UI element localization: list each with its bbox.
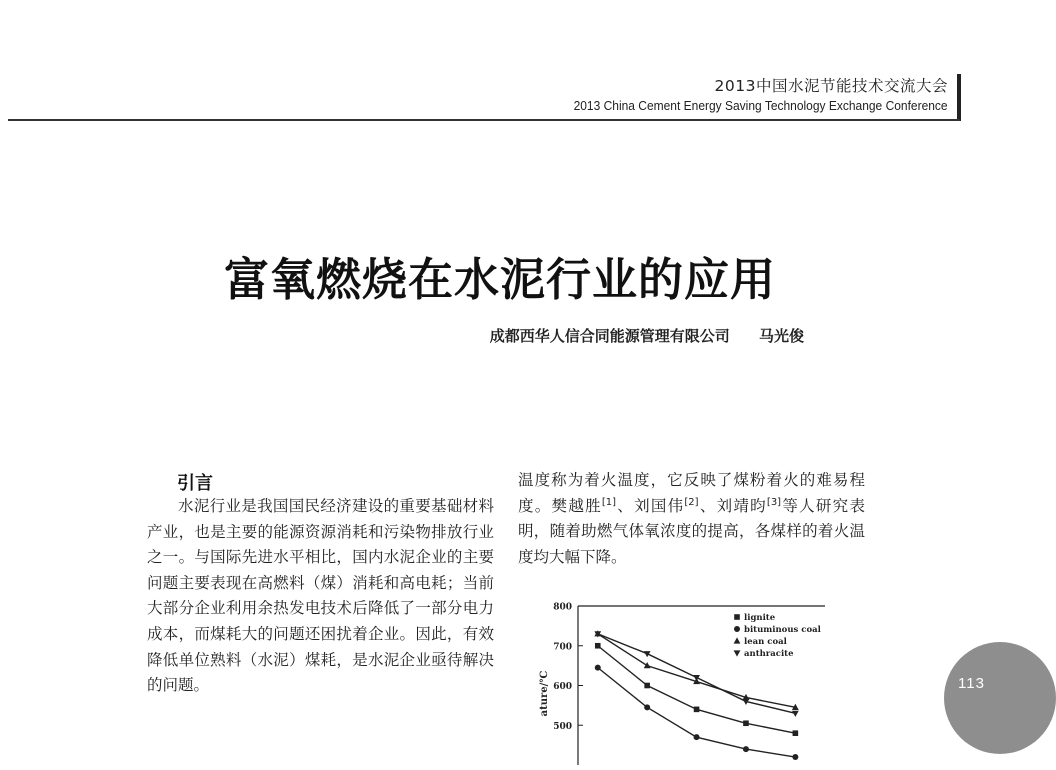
author-name: 马光俊 (758, 327, 804, 345)
paragraph-text: 等人研究表明，随着助燃气体氧浓度的提高，各煤样的着火温度均大幅下降。 (518, 496, 865, 566)
page-number-tab (944, 642, 1056, 754)
data-point-lignite (743, 720, 749, 726)
data-point-bituminous-coal (694, 734, 700, 740)
right-column (518, 468, 865, 570)
y-axis-label: ature/℃ (539, 670, 550, 717)
legend-label: bituminous coal (744, 625, 821, 635)
left-column (147, 494, 494, 699)
data-point-bituminous-coal (595, 665, 601, 671)
page-number: 113 (958, 675, 985, 692)
legend-label: lignite (744, 613, 776, 623)
y-tick-label: 700 (553, 642, 572, 653)
paragraph-text: 、刘靖昀 (698, 496, 767, 515)
citation-ref-3[interactable]: [3] (766, 496, 782, 508)
ignition-paragraph (518, 468, 865, 570)
section-heading-introduction: 引言 (177, 473, 213, 494)
conference-title-cn: 2013中国水泥节能技术交流大会 (714, 77, 948, 95)
byline (490, 325, 804, 346)
legend-marker (734, 614, 740, 620)
data-point-lignite (595, 643, 601, 649)
y-tick-label: 600 (553, 682, 572, 692)
data-point-anthracite (792, 711, 799, 717)
header-rule (8, 119, 960, 121)
data-point-lean-coal (644, 662, 651, 668)
data-point-lignite (644, 683, 650, 689)
data-point-lignite (793, 730, 799, 736)
intro-paragraph: 水泥行业是我国国民经济建设的重要基础材料产业，也是主要的能源资源消耗和污染物排放行业之一。与国际先进水平相比，国内水泥企业的主要问题主要表现在高燃料（煤）消耗和高电耗；当前大部分企业利用余热发电技术后降低了一部分电力成本，而煤耗大的问题还困扰着企业。因此，有效降低单位熟料（水泥）煤耗，是水泥企业亟待解决的问题。 (147, 497, 494, 695)
y-tick-label: 800 (553, 602, 572, 613)
citation-ref-2[interactable]: [2] (684, 496, 699, 508)
chart-canvas (530, 590, 830, 770)
legend-marker (734, 650, 741, 656)
legend-marker (734, 637, 741, 643)
legend-label: lean coal (744, 637, 787, 647)
data-point-lignite (694, 707, 700, 713)
paragraph-text: 、刘国伟 (616, 496, 685, 515)
citation-ref-1[interactable]: [1] (601, 496, 617, 508)
affiliation: 成都西华人信合同能源管理有限公司 (489, 327, 730, 345)
legend-label: anthracite (744, 649, 794, 659)
conference-title-en: 2013 China Cement Energy Saving Technology Exchange Conference (573, 99, 948, 113)
data-point-bituminous-coal (792, 754, 798, 760)
article-title: 富氧燃烧在水泥行业的应用 (223, 253, 776, 306)
legend-marker (734, 626, 740, 632)
ignition-temperature-chart (530, 590, 830, 732)
data-point-bituminous-coal (743, 746, 749, 752)
data-point-bituminous-coal (644, 704, 650, 710)
header-side-bar (957, 74, 961, 121)
paragraph-text: 温度称为着火温度，它反映了煤粉着火的难易程度。樊越胜 (518, 471, 865, 515)
y-tick-label: 500 (553, 721, 572, 732)
